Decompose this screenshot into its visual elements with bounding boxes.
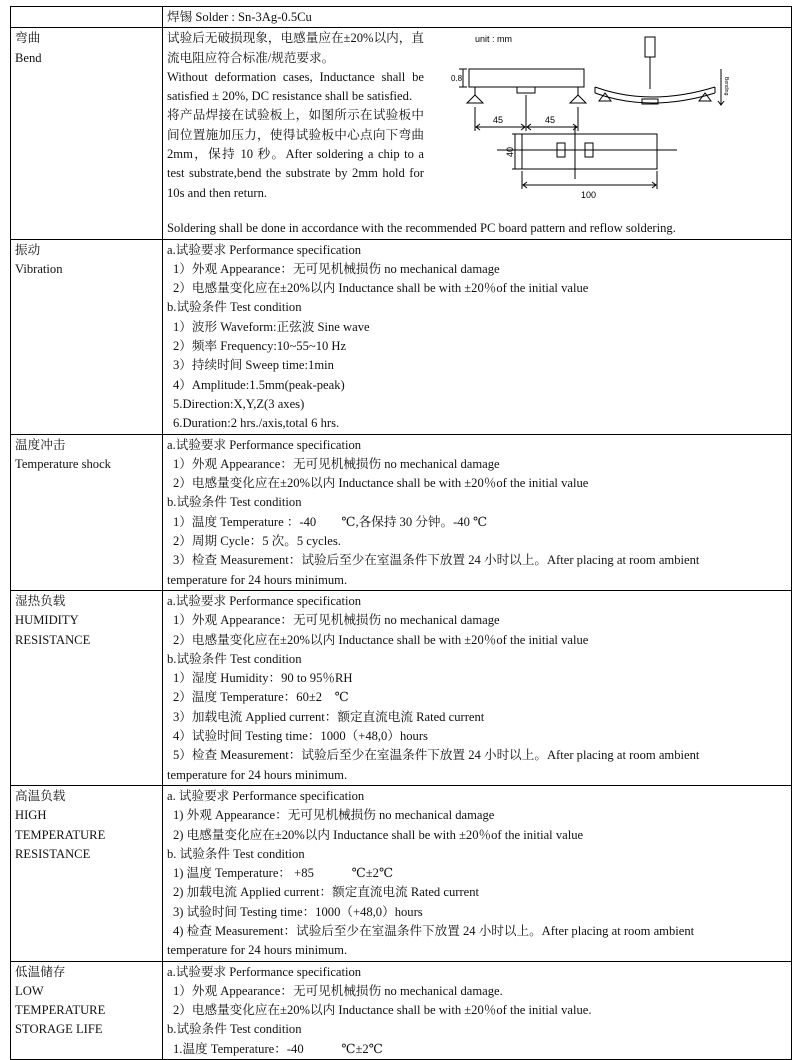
dim-08-label: 0.8 xyxy=(451,74,463,84)
board-shape xyxy=(469,69,584,87)
condition-item-continued: temperature for 24 hours minimum. xyxy=(167,767,348,782)
label-cn: 弯曲 xyxy=(15,31,41,46)
bending-label: Bending xyxy=(723,77,729,96)
condition-item: 3）持续时间 Sweep time:1min xyxy=(173,358,334,373)
table-row-vibration xyxy=(11,239,792,434)
condition-item: 2）周期 Cycle：5 次。5 cycles. xyxy=(173,534,341,549)
condition-item: 5.Direction:X,Y,Z(3 axes) xyxy=(173,396,305,411)
spec-item: 2）电感量变化应在±20%以内 Inductance shall be with ±20％of the initial value xyxy=(173,476,589,491)
row-label-bend xyxy=(11,28,163,239)
label-cn: 湿热负载 xyxy=(15,593,66,608)
row-label-vibration xyxy=(11,239,163,434)
condition-item: 1）波形 Waveform:正弦波 Sine wave xyxy=(173,319,370,334)
test-board-outline xyxy=(522,134,657,169)
support-left xyxy=(467,95,483,103)
condition-item-continued: temperature for 24 hours minimum. xyxy=(167,572,348,587)
pad-layout-view xyxy=(497,125,677,189)
label-en-2: RESISTANCE xyxy=(15,632,91,647)
solder-text: 焊锡 Solder : Sn-3Ag-0.5Cu xyxy=(167,10,312,24)
label-en-2: TEMPERATURE xyxy=(15,827,106,842)
table-row-bend xyxy=(11,28,792,239)
condition-heading: b. 试验条件 Test condition xyxy=(167,846,305,861)
bend-description xyxy=(167,29,424,203)
condition-item: 4）Amplitude:1.5mm(peak-peak) xyxy=(173,377,345,392)
bent-board-top xyxy=(595,87,715,97)
unit-label: unit : mm xyxy=(475,34,513,45)
condition-item: 3）检查 Measurement：试验后至少在室温条件下放置 24 小时以上。After placing at room ambient xyxy=(173,553,700,568)
label-cn: 振动 xyxy=(15,242,41,257)
spec-item: 2) 电感量变化应在±20%以内 Inductance shall be with ±20％of the initial value xyxy=(173,827,584,842)
label-cn: 低温储存 xyxy=(15,964,66,979)
condition-heading: b.试验条件 Test condition xyxy=(167,1022,302,1037)
spec-heading: a.试验要求 Performance specification xyxy=(167,437,362,452)
condition-heading: b.试验条件 Test condition xyxy=(167,651,302,666)
dim-40-label: 40 xyxy=(505,147,515,158)
label-en-1: HIGH xyxy=(15,808,47,823)
row-content-solder xyxy=(163,7,792,28)
spec-item: 1）外观 Appearance：无可见机械损伤 no mechanical damage xyxy=(173,613,500,628)
row-content-bend xyxy=(163,28,792,239)
condition-heading: b.试验条件 Test condition xyxy=(167,300,302,315)
row-content-humidity xyxy=(163,590,792,785)
condition-item: 1) 温度 Temperature： +85 ℃±2℃ xyxy=(173,866,394,881)
row-content-low-temperature xyxy=(163,961,792,1059)
label-en: Vibration xyxy=(15,261,63,276)
chip-shape xyxy=(517,87,535,93)
label-en-1: LOW xyxy=(15,983,44,998)
condition-item: 5）检查 Measurement：试验后至少在室温条件下放置 24 小时以上。After placing at room ambient xyxy=(173,748,700,763)
bend-text-mixed: 将产品焊接在试验板上，如图所示在试验板中间位置施加压力，使得试验板中心点向下弯曲 2mm，保持 10 秒。After soldering a chip to a test substrate,bend the substrate by 2mm hold for 10s and then return. xyxy=(167,108,424,200)
bend-diagram xyxy=(427,29,787,219)
press-head xyxy=(645,37,655,57)
dim-45a-label: 45 xyxy=(493,115,504,126)
spec-item: 1）外观 Appearance：无可见机械损伤 no mechanical damage. xyxy=(173,983,503,998)
row-content-vibration xyxy=(163,239,792,434)
condition-item: 4) 检查 Measurement：试验后至少在室温条件下放置 24 小时以上。After placing at room ambient xyxy=(173,923,695,938)
row-label-high-temperature xyxy=(11,785,163,961)
bent-board-bottom xyxy=(595,93,715,103)
spec-heading: a.试验要求 Performance specification xyxy=(167,242,362,257)
condition-item: 2）温度 Temperature：60±2 ℃ xyxy=(173,690,349,705)
row-content-temperature-shock xyxy=(163,434,792,590)
condition-item: 3）加载电流 Applied current：额定直流电流 Rated current xyxy=(173,709,485,724)
condition-item-continued: temperature for 24 hours minimum. xyxy=(167,943,348,958)
condition-item: 2）频率 Frequency:10~55~10 Hz xyxy=(173,339,347,354)
spec-heading: a.试验要求 Performance specification xyxy=(167,964,362,979)
spec-item: 2）电感量变化应在±20%以内 Inductance shall be with ±20％of the initial value xyxy=(173,281,589,296)
label-en-1: HUMIDITY xyxy=(15,613,79,628)
bend-text-cn-1: 试验后无破损现象，电感量应在±20%以内，直流电阻应符合标准/规范要求。 xyxy=(167,31,424,65)
condition-item: 1）温度 Temperature ：-40 ℃,各保持 30 分钟。-40 ℃ xyxy=(173,514,488,529)
bend-test-figure xyxy=(427,29,787,219)
bent-view xyxy=(595,37,724,105)
condition-item: 1）湿度 Humidity：90 to 95％RH xyxy=(173,671,353,686)
condition-heading: b.试验条件 Test condition xyxy=(167,495,302,510)
reliability-test-table xyxy=(10,6,792,1060)
condition-item: 3) 试验时间 Testing time：1000（+48,0）hours xyxy=(173,904,423,919)
row-label-temperature-shock xyxy=(11,434,163,590)
label-cn: 高温负载 xyxy=(15,788,66,803)
table-row-solder xyxy=(11,7,792,28)
spec-item: 1）外观 Appearance：无可见机械损伤 no mechanical damage xyxy=(173,456,500,471)
table-row-low-temperature xyxy=(11,961,792,1059)
table-row-high-temperature xyxy=(11,785,792,961)
label-cn: 温度冲击 xyxy=(15,437,66,452)
row-label-solder xyxy=(11,7,163,28)
spec-item: 1）外观 Appearance：无可见机械损伤 no mechanical damage xyxy=(173,261,500,276)
spec-sheet xyxy=(10,6,792,1060)
label-en: Bend xyxy=(15,50,42,65)
spec-heading: a. 试验要求 Performance specification xyxy=(167,788,365,803)
spec-item: 2）电感量变化应在±20%以内 Inductance shall be with ±20％of the initial value xyxy=(173,632,589,647)
front-view xyxy=(459,69,586,131)
support-right xyxy=(570,95,586,103)
bend-text-en-1: Without deformation cases, Inductance shall be satisfied ± 20%, DC resistance shall be satisfied. xyxy=(167,69,424,104)
row-label-low-temperature xyxy=(11,961,163,1059)
label-en-2: TEMPERATURE xyxy=(15,1003,106,1018)
dim-45b-label: 45 xyxy=(545,115,556,126)
row-label-humidity xyxy=(11,590,163,785)
table-row-temperature-shock xyxy=(11,434,792,590)
row-content-high-temperature xyxy=(163,785,792,961)
spec-item: 1) 外观 Appearance：无可见机械损伤 no mechanical damage xyxy=(173,808,495,823)
spec-heading: a.试验要求 Performance specification xyxy=(167,593,362,608)
bend-soldering-note: Soldering shall be done in accordance with the recommended PC board pattern and reflow soldering. xyxy=(167,221,676,236)
condition-item: 6.Duration:2 hrs./axis,total 6 hrs. xyxy=(173,416,340,431)
label-en: Temperature shock xyxy=(15,456,111,471)
label-en-3: RESISTANCE xyxy=(15,846,91,861)
table-row-humidity xyxy=(11,590,792,785)
spec-item: 2）电感量变化应在±20%以内 Inductance shall be with ±20％of the initial value. xyxy=(173,1003,592,1018)
condition-item: 1.温度 Temperature：-40 ℃±2℃ xyxy=(173,1041,383,1056)
label-en-3: STORAGE LIFE xyxy=(15,1022,103,1037)
dim-100-label: 100 xyxy=(581,190,597,201)
condition-item: 2) 加载电流 Applied current：额定直流电流 Rated current xyxy=(173,885,480,900)
condition-item: 4）试验时间 Testing time：1000（+48,0）hours xyxy=(173,729,428,744)
